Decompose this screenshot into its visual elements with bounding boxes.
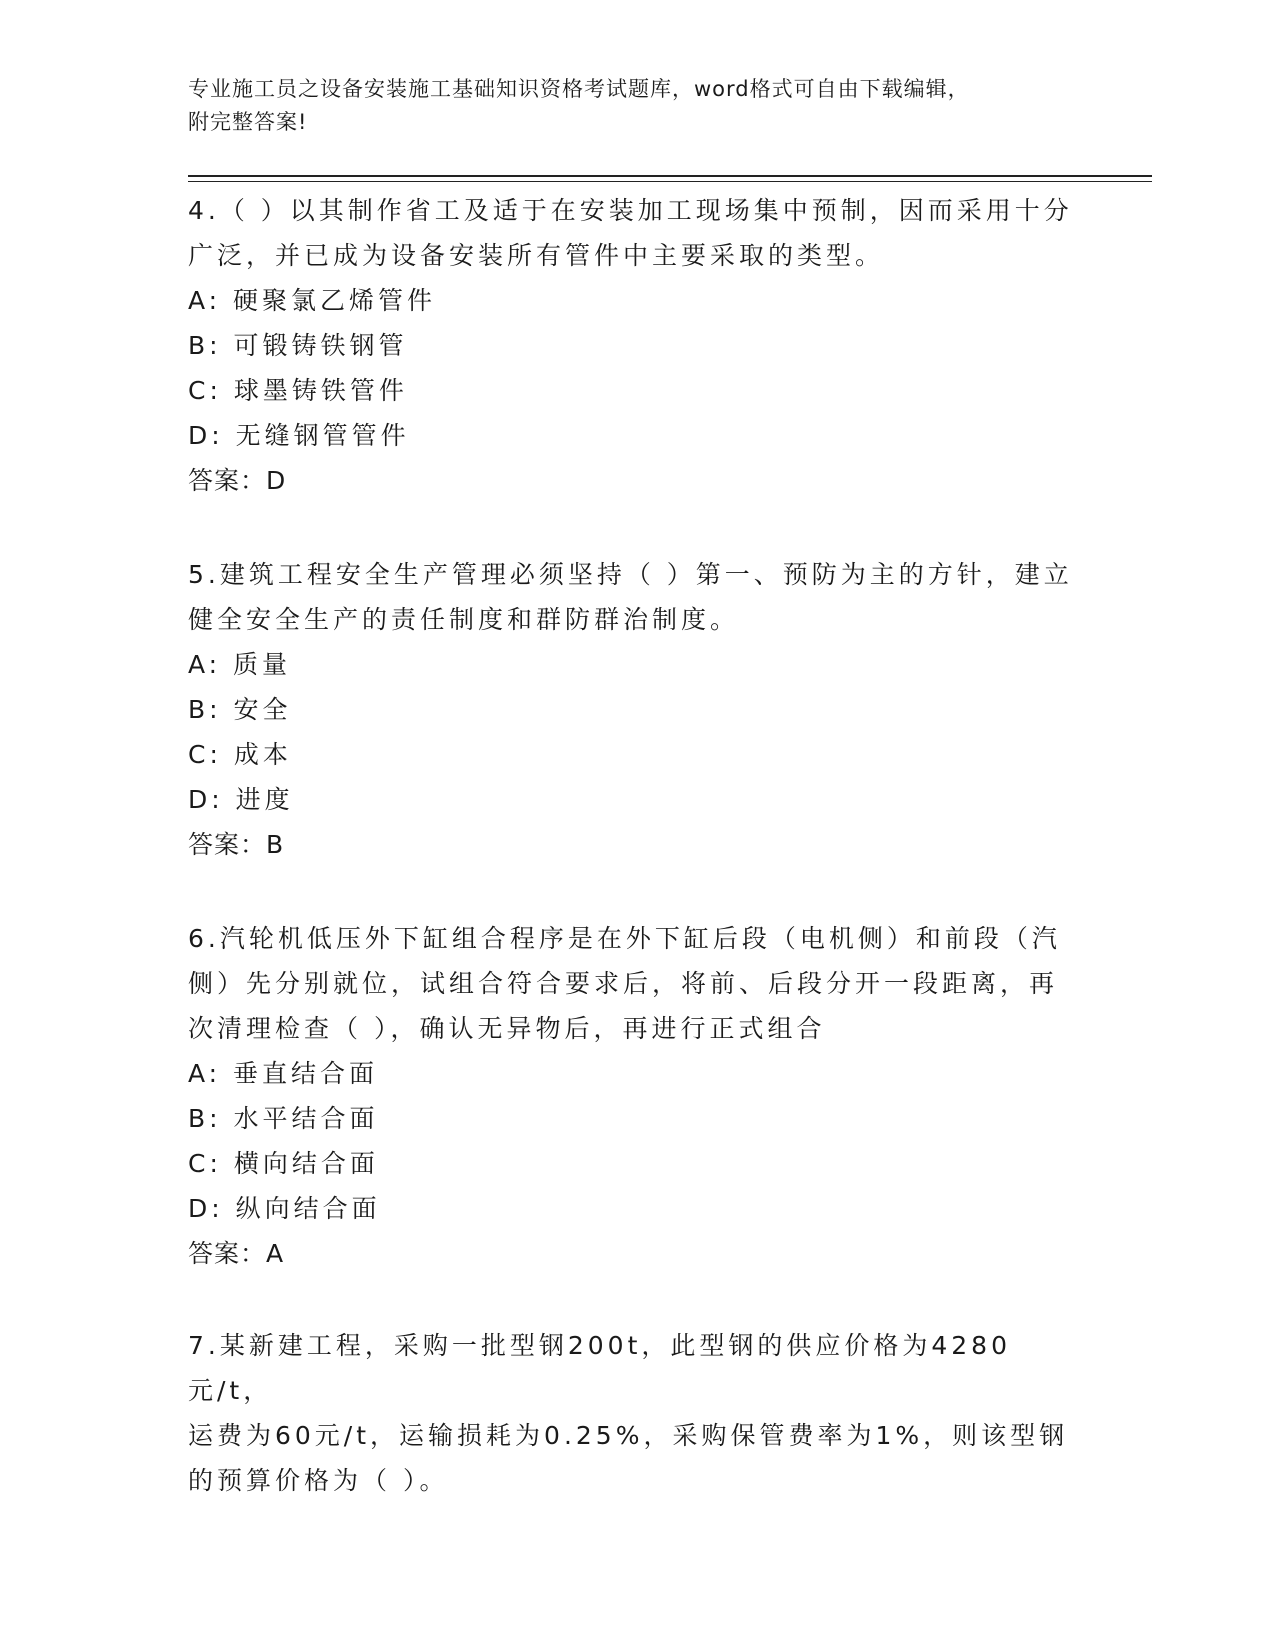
question-stem: 5.建筑工程安全生产管理必须坚持（ ）第一、预防为主的方针，建立 [188,560,1073,589]
answer: 答案：D [188,466,287,495]
question-stem: 广泛，并已成为设备安装所有管件中主要采取的类型。 [188,241,885,270]
question-stem: 健全安全生产的责任制度和群防群治制度。 [188,605,740,634]
option-d: D: 无缝钢管管件 [188,421,410,450]
header-divider-thick [188,175,1152,177]
question-stem: 4.（ ）以其制作省工及适于在安装加工现场集中预制，因而采用十分 [188,196,1073,225]
header-line-1: 专业施工员之设备安装施工基础知识资格考试题库，word格式可自由下载编辑， [188,77,970,101]
option-a: A: 硬聚氯乙烯管件 [188,286,437,315]
question-stem: 6.汽轮机低压外下缸组合程序是在外下缸后段（电机侧）和前段（汽 [188,924,1061,953]
question-stem: 次清理检查（ ），确认无异物后，再进行正式组合 [188,1014,826,1043]
question-5 [188,552,1088,867]
question-stem: 的预算价格为（ ）。 [188,1466,449,1495]
answer: 答案：B [188,830,285,859]
question-stem: 运费为60元/t，运输损耗为0.25%，采购保管费率为1%，则该型钢 [188,1421,1069,1450]
header-line-2: 附完整答案! [188,110,308,134]
option-c: C: 球墨铸铁管件 [188,376,408,405]
option-a: A: 垂直结合面 [188,1059,379,1088]
option-a: A: 质量 [188,650,292,679]
document-header [188,73,1068,139]
option-b: B: 水平结合面 [188,1104,379,1133]
option-b: B: 可锻铸铁钢管 [188,331,408,360]
question-7 [188,1323,1088,1503]
question-stem: 侧）先分别就位，试组合符合要求后，将前、后段分开一段距离，再 [188,969,1059,998]
question-6 [188,916,1088,1276]
option-d: D: 纵向结合面 [188,1194,381,1223]
question-4 [188,188,1088,503]
option-d: D: 进度 [188,785,294,814]
answer: 答案：A [188,1239,285,1268]
question-stem: 7.某新建工程，采购一批型钢200t，此型钢的供应价格为4280元/t， [188,1331,1011,1405]
header-divider-thin [188,181,1152,182]
option-c: C: 成本 [188,740,292,769]
option-b: B: 安全 [188,695,292,724]
option-c: C: 横向结合面 [188,1149,379,1178]
